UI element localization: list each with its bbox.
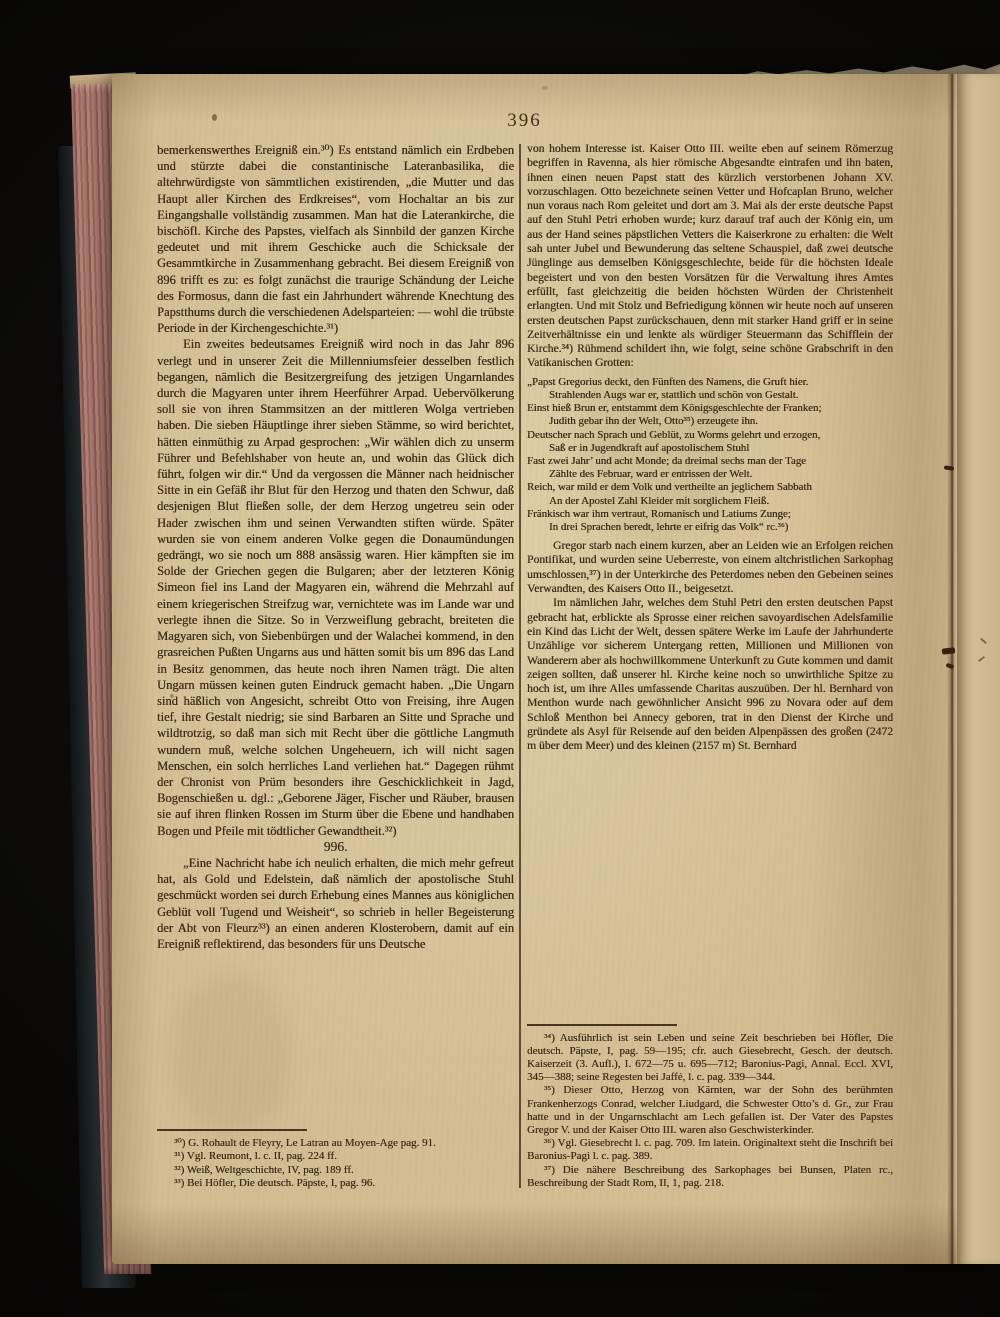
page-number: 396 xyxy=(507,110,542,131)
footnote: ³⁰) G. Rohault de Fleyry, Le Latran au Moyen-Age pag. 91. xyxy=(174,1137,436,1150)
foxing-speck xyxy=(542,86,548,90)
right-column-body xyxy=(527,142,893,1024)
epitaph-verse xyxy=(527,376,893,534)
footnote: ³⁴) Ausführlich ist sein Leben und seine Zeit beschrieben bei Höfler, Die deutsch. Päpste, I, pag. 59—195; cfr. auch Giesebrecht, Gesch. der deutsch. Kaiserzeit (3. Aufl.), I. 672—75 u. 695—712; Baronius-Pagi, Annal. Eccl. XVI, 345—388; seine Regesten bei Jaffé, l. c. pag. 339—344. xyxy=(527,1031,893,1084)
binding-stitch xyxy=(944,465,954,470)
paragraph: Im nämlichen Jahr, welches dem Stuhl Petri den ersten deutschen Papst gebracht hat, erblickte als Sprosse einer reichen savoyardischen Adelsfamilie ein Kind das Licht der Welt, dessen spätere Werke im Laufe der Jahrhunderte Unzählige vor sicherem Untergang retten, Millionen und Millionen von Wanderern aber als hochwillkommene Unterkunft zu Gute kommen und damit zeigen sollten, daß unserer hl. Kirche keine noch so unwirthliche Spitze zu hoch ist, um ihre Alles umfassende Charitas auszuüben. Der hl. Bernhard von Menthon wurde nach gewöhnlicher Ansicht 996 zu Novara oder auf dem Schloß Menthon bei Annecy geboren, trat in den Dienst der Kirche und gründete als Asyl für Reisende auf den beiden Alpenpässen des großen (2472 m über dem Meer) und des kleinen (2157 m) St. Bernhard xyxy=(527,596,893,753)
epitaph-line: Saß er in Jugendkraft auf apostolischem Stuhl xyxy=(549,441,750,454)
epitaph-line: Judith gebar ihn der Welt, Otto³⁵) erzeugete ihn. xyxy=(549,415,758,428)
footnote-separator-rule xyxy=(527,1024,677,1026)
right-footnotes xyxy=(527,1024,893,1190)
footnote: ³³) Bei Höfler, Die deutsch. Päpste, I, pag. 96. xyxy=(174,1176,376,1189)
footnote: ³¹) Vgl. Reumont, l. c. II, pag. 224 ff. xyxy=(174,1150,337,1163)
left-column-body xyxy=(157,142,514,1129)
epitaph-line: Strahlenden Augs war er, stattlich und schön von Gestalt. xyxy=(549,388,799,401)
epitaph-line: Fast zwei Jahr’ und acht Monde; da dreimal sechs man der Tage xyxy=(527,454,806,467)
paragraph: von hohem Interesse ist. Kaiser Otto III. weilte eben auf seinem Römerzug begriffen in Ravenna, als hier römische Abgesandte eintrafen und ihn baten, ihnen einen neuen Papst statt des kürzlich verstorbenen Johann XV. vorzuschlagen. Otto bezeichnete seinen Vetter und Hofcaplan Bruno, welcher nun voraus nach Rom geleitet und dort am 3. Mai als der erste deutsche Papst auf den Stuhl Petri erhoben wurde; kurz darauf traf auch der König ein, um aus der Hand seines päpstlichen Vetters die Kaiserkrone zu erhalten: die Welt sah unter Jubel und Bewunderung das seltene Schauspiel, daß zwei deutsche Jünglinge aus demselben Königsgeschlechte, beide für die höchsten Ideale begeistert und von den besten Vorsätzen für die Verwaltung ihres Amtes erfüllt, fast gleichzeitig die beiden höchsten Würden der Christenheit erlangten. Und mit Stolz und Befriedigung können wir heute noch auf unseren ersten deutschen Papst zurückschauen, denn mit starker Hand griff er in seine Zeitverhältnisse ein und lenkte als würdiger Steuermann das Schifflein der Kirche.³⁴) Rühmend schildert ihn, wie folgt, seine schöne Grabschrift in den Vatikanischen Grotten: xyxy=(527,142,893,370)
epitaph-line: Fränkisch war ihm vertraut, Romanisch und Latiums Zunge; xyxy=(527,507,791,520)
right-column xyxy=(527,142,893,1190)
epitaph-line: In drei Sprachen beredt, lehrte er eifrig das Volk“ rc.³⁶) xyxy=(549,520,789,533)
column-divider-rule xyxy=(519,144,521,1188)
left-column xyxy=(157,142,514,1190)
footnote: ³⁶) Vgl. Giesebrecht l. c. pag. 709. Im latein. Originaltext steht die Inschrift bei Baronius-Pagi l. c. pag. 389. xyxy=(527,1137,893,1163)
book-page xyxy=(112,74,1000,1264)
footnote: ³⁵) Dieser Otto, Herzog von Kärnten, war der Sohn des berühmten Frankenherzogs Conrad, welcher Liudgard, die Schwester Otto’s d. Gr., zur Frau hatte und in der Ungarnschlacht am Lech gefallen ist. Der Vater des Papstes Gregor V. und der Kaiser Otto III. waren also Geschwisterkinder. xyxy=(527,1084,893,1136)
paragraph: bemerkenswerthes Ereigniß ein.³⁰) Es entstand nämlich ein Erdbeben und stürzte dabei die constantinische Lateranbasilika, die altehrwürdigste von sämmtlichen existirenden, „die Mutter und das Haupt aller Kirchen des Erdkreises“, vom Hochaltar an bis zur Eingangshalle vollständig zusammen. Man hat die Laterankirche, die bischöfl. Kirche des Papstes, vielfach als Sinnbild der ganzen Kirche gedeutet und mit ihrem Geschicke auch die Schicksale der Gesammtkirche in Zusammenhang gebracht. Bei diesem Ereigniß von 896 trifft es zu: es folgt zunächst die traurige Schändung der Leiche des Formosus, dann die fast ein Jahrhundert währende Knechtung des Papstthums durch die verschiedenen Adelsparteien: — wohl die trübste Periode in der Kirchengeschichte.³¹) xyxy=(157,143,514,336)
epitaph-line: An der Apostel Zahl Kleider mit sorglichem Fleiß. xyxy=(549,494,769,507)
epitaph-line: Einst hieß Brun er, entstammt dem Königsgeschlechte der Franken; xyxy=(527,402,822,415)
paragraph: Ein zweites bedeutsames Ereigniß wird noch in das Jahr 896 verlegt und in unserer Zeit die Millenniumsfeier desselben festlich begangen, nämlich die Besitzergreifung des jetzigen Ungarnlandes durch die Magyaren unter ihrem Heerführer Arpad. Uebervölkerung soll sie von ihren Stammsitzen an der mittleren Wolga vertrieben haben. Die sieben Häuptlinge ihrer sieben Stämme, so wird berichtet, hätten einmüthig zu Arpad gesprochen: „Wir wählen dich zu unserm Führer und Befehlshaber von heute an, und wohin das Glück dich führt, folgen wir dir.“ Und da vergossen die Männer nach heidnischer Sitte in ein Gefäß ihr Blut für den Herzog und thaten den Schwur, daß desjenigen Blut fließen solle, der dem Herzog ungetreu sein oder Hader zwischen ihm und seinen Verwandten stiften würde. Später wurden sie von einem anderen Volke gegen die Donaumündungen gedrängt, wo sie noch um 888 ansässig waren. Hier kämpften sie im Solde der Griechen gegen die Bulgaren; aber der letzteren König Simeon fiel ins Land der Magyaren ein, während die Mehrzahl auf einem kriegerischen Streifzug war, vernichtete was im Lande war und verlegte ihnen die Sitze. So in Verzweiflung gebracht, breiteten die Magyaren sich, von Siebenbürgen und der Walachei kommend, in den grasreichen Pußten Ungarns aus und hätten somit bis um 896 das Land in Besitz genommen, das heute noch ihren Namen trägt. Die alten Ungarn müssen keinen guten Eindruck gemacht haben. „Die Ungarn sind häßlich von Angesicht, schreibt Otto von Freising, ihre Augen tief, ihre Gestalt niedrig; sie sind Barbaren an Sitte und Sprache und wildtrotzig, so daß man sich mit Recht über die göttliche Langmuth wundern muß, welche solchen Ungeheuern, ich will nicht sagen Menschen, ein solch herrliches Land verliehen hat.“ Dagegen rühmt der Chronist von Prüm besonders ihre Geschicklichkeit in Jagd, Bogenschießen u. dgl.: „Geborene Jäger, Fischer und Räuber, brausen sie auf ihren flinken Rossen im Sturm über die Ebene und handhaben Bogen und Pfeile mit tödtlicher Gewandtheit.³²) xyxy=(157,337,514,838)
footnote-separator-rule xyxy=(157,1129,307,1131)
facing-page-sliver xyxy=(957,74,1000,1264)
paragraph: „Eine Nachricht habe ich neulich erhalten, die mich mehr gefreut hat, als Gold und Edelstein, daß nämlich der apostolische Stuhl geschmückt worden sei durch Erhebung eines Mannes aus königlichen Geblüt voll Tugend und Weisheit“, so schrieb in heller Begeisterung der Abt von Fleurz³³) an einen anderen Klosterobern, damit auf ein Ereigniß reflektirend, das besonders für uns Deutsche xyxy=(157,855,514,951)
footnote: ³²) Weiß, Weltgeschichte, IV, pag. 189 ff. xyxy=(174,1163,354,1176)
epitaph-line: „Papst Gregorius deckt, den Fünften des Namens, die Gruft hier. xyxy=(527,375,809,388)
paragraph: Gregor starb nach einem kurzen, aber an Leiden wie an Erfolgen reichen Pontifikat, und wurden seine Ueberreste, von einem altchristlichen Sarkophag umschlossen,³⁷) in der Unterkirche des Peterdomes neben den Gebeinen seines Verwandten, des Kaisers Otto II., beigesetzt. xyxy=(527,539,893,596)
epitaph-line: Reich, war mild er dem Volk und vertheilte an jeglichem Sabbath xyxy=(527,481,812,494)
epitaph-line: Deutscher nach Sprach und Geblüt, zu Worms gelehrt und erzogen, xyxy=(527,428,821,441)
section-heading-996: 996. xyxy=(323,838,348,854)
footnote: ³⁷) Die nähere Beschreibung des Sarkophages bei Bunsen, Platen rc., Beschreibung der Stadt Rom, II, 1, pag. 218. xyxy=(527,1163,893,1189)
epitaph-line: Zählte des Februar, ward er entrissen der Welt. xyxy=(549,468,753,481)
left-footnotes xyxy=(157,1129,514,1190)
